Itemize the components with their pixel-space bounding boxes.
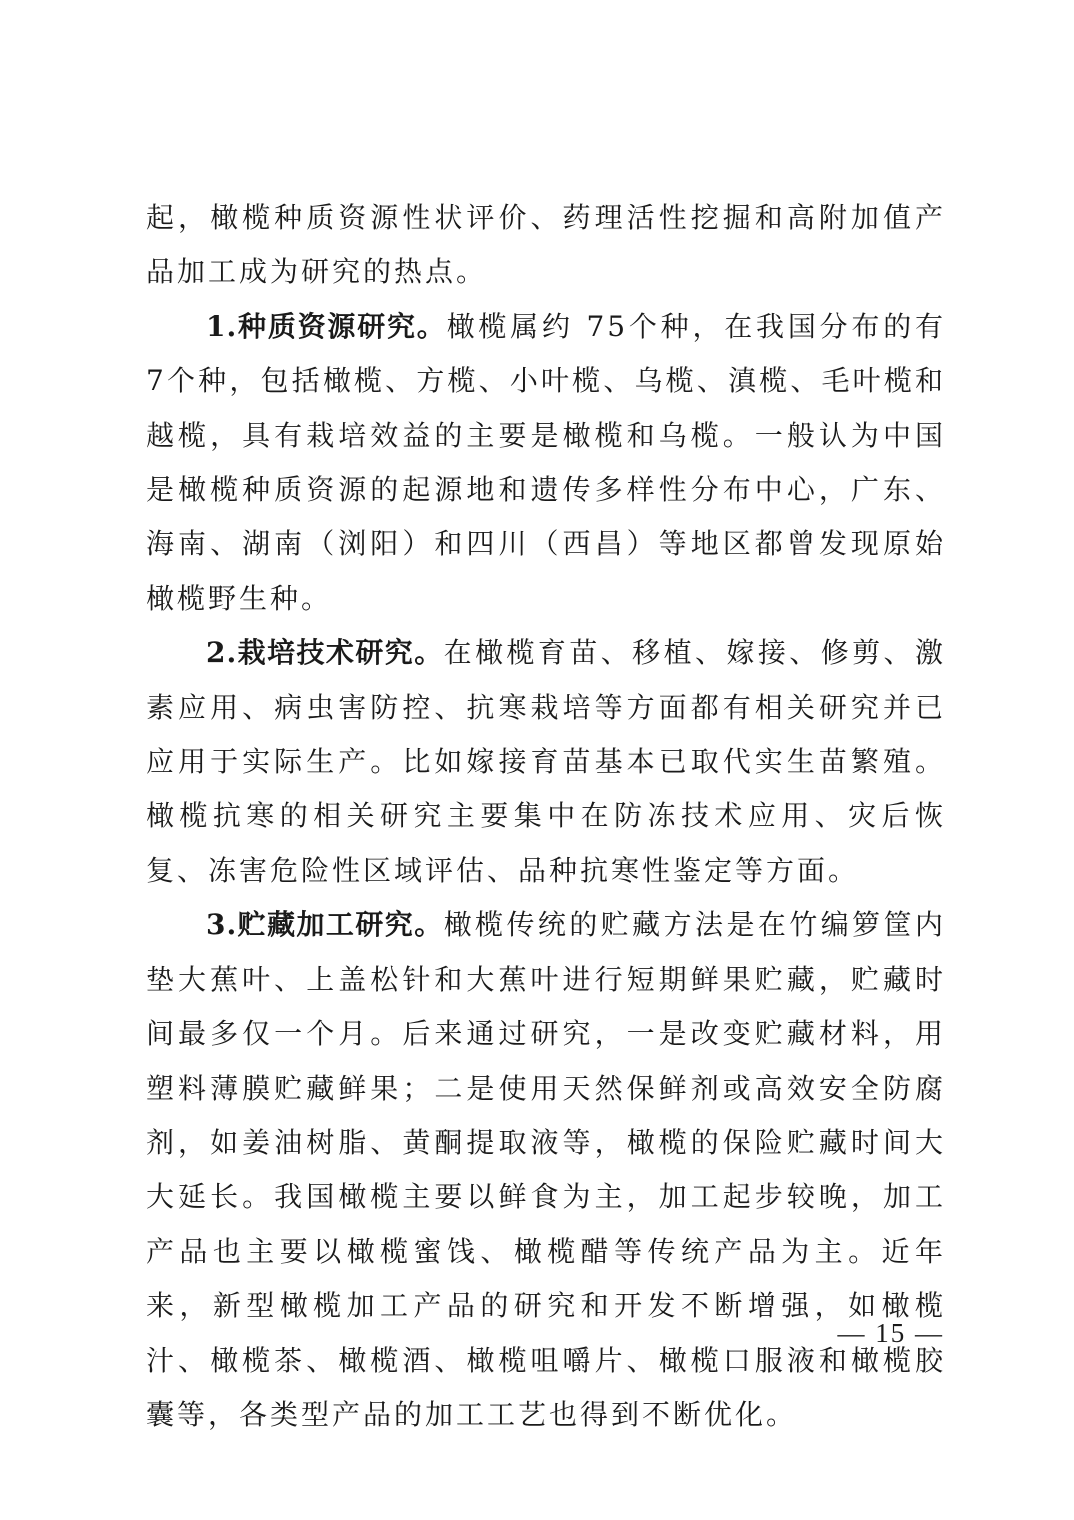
- paragraph-heading: 2.栽培技术研究。: [206, 636, 444, 670]
- paragraph-storage-processing-research: [146, 898, 946, 1442]
- paragraph-text: 橄榄传统的贮藏方法是在竹编箩筐内垫大蕉叶、上盖松针和大蕉叶进行短期鲜果贮藏，贮藏时间最多仅一个月。后来通过研究，一是改变贮藏材料，用塑料薄膜贮藏鲜果；二是使用天然保鲜剂或高效安全防腐剂，如姜油树脂、黄酮提取液等，橄榄的保险贮藏时间大大延长。我国橄榄主要以鲜食为主，加工起步较晚，加工产品也主要以橄榄蜜饯、橄榄醋等传统产品为主。近年来，新型橄榄加工产品的研究和开发不断增强，如橄榄汁、橄榄茶、橄榄酒、橄榄咀嚼片、橄榄口服液和橄榄胶囊等，各类型产品的加工工艺也得到不断优化。: [146, 908, 946, 1431]
- page-number: — 15 —: [837, 1318, 944, 1348]
- paragraph-germplasm-research: [146, 300, 946, 626]
- paragraph-text: 起，橄榄种质资源性状评价、药理活性挖掘和高附加值产品加工成为研究的热点。: [146, 201, 946, 289]
- paragraph-text: 在橄榄育苗、移植、嫁接、修剪、激素应用、病虫害防控、抗寒栽培等方面都有相关研究并已应用于实际生产。比如嫁接育苗基本已取代实生苗繁殖。橄榄抗寒的相关研究主要集中在防冻技术应用、灾后恢复、冻害危险性区域评估、品种抗寒性鉴定等方面。: [146, 636, 946, 887]
- paragraph-heading: 1.种质资源研究。: [206, 309, 447, 343]
- paragraph-heading: 3.贮藏加工研究。: [206, 908, 444, 942]
- document-body: [146, 191, 946, 1442]
- paragraph-continuation: [146, 191, 946, 300]
- paragraph-text: 橄榄属约 75个种，在我国分布的有 7个种，包括橄榄、方榄、小叶榄、乌榄、滇榄、毛叶榄和越榄，具有栽培效益的主要是橄榄和乌榄。一般认为中国是橄榄种质资源的起源地和遗传多样性分布中心，广东、海南、湖南（浏阳）和四川（西昌）等地区都曾发现原始橄榄野生种。: [146, 309, 947, 615]
- paragraph-cultivation-research: [146, 626, 946, 898]
